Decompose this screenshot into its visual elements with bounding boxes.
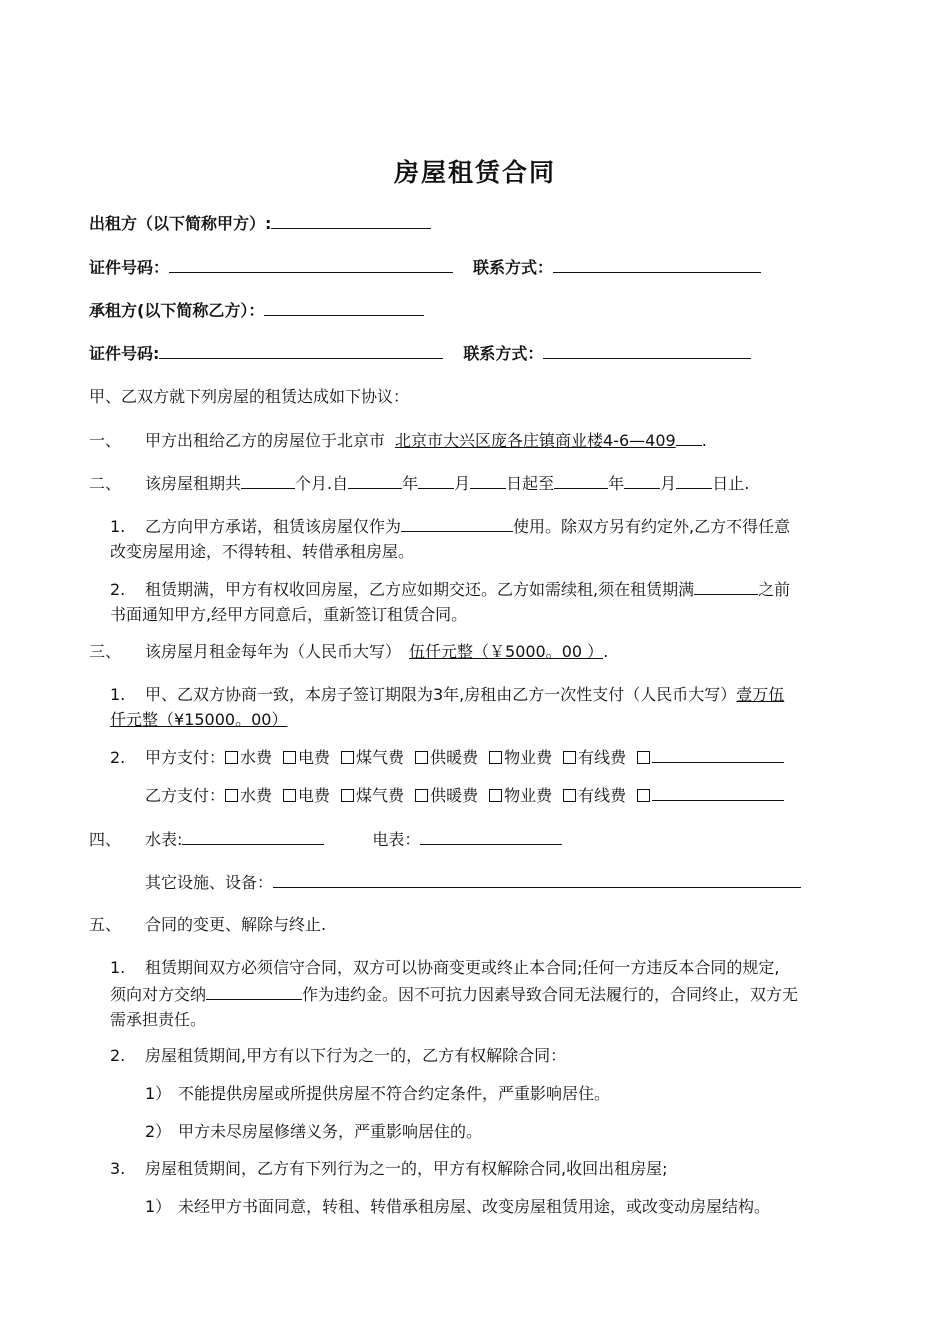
checkbox-icon xyxy=(489,789,502,802)
option-property: 物业费 xyxy=(504,748,553,767)
clause-2-1-text: 乙方向甲方承诺，租赁该房屋仅作为 xyxy=(145,517,402,536)
start-day-blank[interactable] xyxy=(470,473,506,489)
lessee-line xyxy=(89,300,424,321)
party-a-other-checkbox[interactable] xyxy=(637,748,784,767)
lessee-label: 承租方(以下简称乙方）： xyxy=(89,301,265,320)
sub-item-text: 未经甲方书面同意，转租、转借承租房屋、改变房屋租赁用途，或改变动房屋结构。 xyxy=(178,1197,771,1216)
sub-item-text: 甲方未尽房屋修缮义务，严重影响居住的。 xyxy=(178,1122,483,1141)
party-a-gas-checkbox[interactable] xyxy=(341,748,404,767)
clause-5-2-sub-2 xyxy=(145,1122,482,1142)
clause-5-1-number: 1. xyxy=(110,958,126,977)
checkbox-icon xyxy=(283,789,296,802)
start-year-label: 年 xyxy=(402,474,419,493)
lessor-name-blank[interactable] xyxy=(271,213,431,229)
section-1-end: . xyxy=(701,431,707,450)
document-title: 房屋租赁合同 xyxy=(393,158,556,187)
checkbox-icon xyxy=(563,789,576,802)
sub-item-number: 1） xyxy=(145,1197,172,1216)
option-water: 水费 xyxy=(240,748,273,767)
checkbox-icon xyxy=(563,751,576,764)
party-b-gas-checkbox[interactable] xyxy=(341,786,404,805)
section-2-number: 二、 xyxy=(89,474,122,493)
section-4-number: 四、 xyxy=(89,830,122,849)
lessor-id-blank[interactable] xyxy=(169,257,453,273)
monthly-rent-amount: 伍仟元整（￥5000。00 ） xyxy=(409,642,604,661)
start-day-label: 日起至 xyxy=(506,474,555,493)
other-facilities-blank[interactable] xyxy=(273,872,801,888)
option-gas: 煤气费 xyxy=(356,786,405,805)
lessor-contact-label: 联系方式： xyxy=(473,258,554,277)
section-3 xyxy=(89,642,608,662)
lessor-contact-blank[interactable] xyxy=(553,257,761,273)
section-1-number: 一、 xyxy=(89,431,122,450)
lessee-id-blank[interactable] xyxy=(159,343,443,359)
renewal-notice-blank[interactable] xyxy=(694,579,758,595)
clause-2-1-text-cont: 使用。除双方另有约定外,乙方不得任意 xyxy=(513,517,791,536)
clause-2-1-number: 1. xyxy=(110,517,126,536)
lessor-id-label: 证件号码： xyxy=(89,258,170,277)
address-underline-tail xyxy=(676,430,702,446)
clause-2-1-line-2: 改变房屋用途，不得转租、转借承租房屋。 xyxy=(110,542,415,561)
option-electric: 电费 xyxy=(298,786,331,805)
checkbox-icon xyxy=(341,789,354,802)
party-b-other-checkbox[interactable] xyxy=(637,786,784,805)
other-facilities-line xyxy=(145,872,801,893)
sub-item-text: 不能提供房屋或所提供房屋不符合约定条件，严重影响居住。 xyxy=(178,1084,611,1103)
option-electric: 电费 xyxy=(298,748,331,767)
other-facilities-label: 其它设施、设备： xyxy=(145,873,274,892)
lessee-contact-label: 联系方式： xyxy=(463,344,544,363)
section-3-end: . xyxy=(603,642,609,661)
clause-5-1-line-1 xyxy=(110,958,779,978)
option-cable: 有线费 xyxy=(578,786,627,805)
end-year-label: 年 xyxy=(608,474,625,493)
clause-5-1-text-2b: 作为违约金。因不可抗力因素导致合同无法履行的，合同终止，双方无 xyxy=(302,985,799,1004)
sub-item-number: 2） xyxy=(145,1122,172,1141)
party-a-other-blank[interactable] xyxy=(652,747,784,763)
start-month-label: 月 xyxy=(454,474,471,493)
clause-5-3-number: 3. xyxy=(110,1159,126,1178)
clause-3-1-line-1 xyxy=(110,685,784,705)
total-rent-amount-part2: 仟元整（¥15000。00） xyxy=(110,710,288,729)
clause-3-1-line-2 xyxy=(110,710,287,730)
start-month-blank[interactable] xyxy=(418,473,454,489)
lessor-label: 出租方（以下简称甲方）: xyxy=(89,214,272,233)
section-1-text: 甲方出租给乙方的房屋位于北京市 xyxy=(145,431,386,450)
lease-months-blank[interactable] xyxy=(241,473,295,489)
party-a-property-checkbox[interactable] xyxy=(489,748,552,767)
section-5-text: 合同的变更、解除与终止. xyxy=(145,915,327,934)
clause-2-2-line-1 xyxy=(110,579,790,600)
electric-meter-blank[interactable] xyxy=(420,829,562,845)
lease-term-label: 该房屋租期共 xyxy=(145,474,242,493)
party-a-pays-label: 甲方支付： xyxy=(145,748,226,767)
party-b-cable-checkbox[interactable] xyxy=(563,786,626,805)
clause-5-2-sub-1 xyxy=(145,1084,610,1104)
party-a-cable-checkbox[interactable] xyxy=(563,748,626,767)
option-heating: 供暖费 xyxy=(430,786,479,805)
lessee-name-blank[interactable] xyxy=(264,300,424,316)
section-3-text: 该房屋月租金每年为（人民币大写） xyxy=(145,642,402,661)
checkbox-icon xyxy=(489,751,502,764)
clause-3-1-text: 甲、乙双方协商一致，本房子签订期限为3年,房租由乙方一次性支付（人民币大写） xyxy=(145,685,737,704)
checkbox-icon xyxy=(225,751,238,764)
electric-meter-label: 电表： xyxy=(372,830,421,849)
end-month-blank[interactable] xyxy=(624,473,660,489)
section-3-number: 三、 xyxy=(89,642,122,661)
checkbox-icon xyxy=(283,751,296,764)
clause-2-2-number: 2. xyxy=(110,580,126,599)
clause-5-1-line-2 xyxy=(110,984,798,1005)
clause-5-2-text: 房屋租赁期间,甲方有以下行为之一的，乙方有权解除合同： xyxy=(145,1046,567,1065)
lessor-line xyxy=(89,213,431,234)
section-4 xyxy=(89,829,562,850)
checkbox-icon xyxy=(415,751,428,764)
clause-5-2-number: 2. xyxy=(110,1046,126,1065)
option-gas: 煤气费 xyxy=(356,748,405,767)
end-month-label: 月 xyxy=(660,474,677,493)
usage-purpose-blank[interactable] xyxy=(401,516,513,532)
clause-2-2-line-2: 书面通知甲方,经甲方同意后，重新签订租赁合同。 xyxy=(110,605,468,624)
clause-3-1-number: 1. xyxy=(110,685,126,704)
intro-text: 甲、乙双方就下列房屋的租赁达成如下协议： xyxy=(89,387,410,406)
property-address: 北京市大兴区庞各庄镇商业楼4-6—409 xyxy=(395,431,676,450)
section-5-number: 五、 xyxy=(89,915,122,934)
clause-5-3-sub-1 xyxy=(145,1197,770,1217)
clause-2-2-text-cont: 之前 xyxy=(758,580,791,599)
clause-5-1-text-2a: 须向对方交纳 xyxy=(110,985,207,1004)
option-water: 水费 xyxy=(240,786,273,805)
clause-3-2-party-a xyxy=(110,747,784,768)
water-meter-label: 水表: xyxy=(145,830,183,849)
end-day-blank[interactable] xyxy=(676,473,712,489)
checkbox-icon xyxy=(415,789,428,802)
lessee-id-label: 证件号码: xyxy=(89,344,160,363)
clause-5-3 xyxy=(110,1159,667,1179)
end-day-label: 日止. xyxy=(712,474,750,493)
checkbox-icon xyxy=(637,789,650,802)
party-a-water-checkbox[interactable] xyxy=(225,748,272,767)
option-heating: 供暖费 xyxy=(430,748,479,767)
total-rent-amount-part1: 壹万伍 xyxy=(736,685,785,704)
option-property: 物业费 xyxy=(504,786,553,805)
clause-3-2-number: 2. xyxy=(110,748,126,767)
party-b-water-checkbox[interactable] xyxy=(225,786,272,805)
lessee-contact-blank[interactable] xyxy=(543,343,751,359)
checkbox-icon xyxy=(637,751,650,764)
checkbox-icon xyxy=(341,751,354,764)
party-b-pays-label: 乙方支付： xyxy=(145,786,226,805)
party-b-property-checkbox[interactable] xyxy=(489,786,552,805)
clause-2-1-line-1 xyxy=(110,516,790,537)
party-a-electric-checkbox[interactable] xyxy=(283,748,330,767)
lessor-id-line xyxy=(89,257,761,278)
clause-5-1-line-3: 需承担责任。 xyxy=(110,1010,207,1029)
clause-5-3-text: 房屋租赁期间，乙方有下列行为之一的，甲方有权解除合同,收回出租房屋; xyxy=(145,1159,668,1178)
start-year-blank[interactable] xyxy=(348,473,402,489)
party-b-other-blank[interactable] xyxy=(652,785,784,801)
clause-3-2-party-b xyxy=(145,785,784,806)
lessee-id-line xyxy=(89,343,751,364)
party-b-heating-checkbox[interactable] xyxy=(415,786,478,805)
penalty-amount-blank[interactable] xyxy=(206,984,302,1000)
clause-2-2-text: 租赁期满，甲方有权收回房屋，乙方应如期交还。乙方如需续租,须在租赁期满 xyxy=(145,580,695,599)
section-1 xyxy=(89,430,707,451)
checkbox-icon xyxy=(225,789,238,802)
clause-5-1-text: 租赁期间双方必须信守合同，双方可以协商变更或终止本合同;任何一方违反本合同的规定, xyxy=(145,958,780,977)
clause-5-2 xyxy=(110,1046,566,1066)
option-cable: 有线费 xyxy=(578,748,627,767)
section-5 xyxy=(89,915,326,935)
section-2 xyxy=(89,473,749,494)
water-meter-blank[interactable] xyxy=(182,829,324,845)
party-a-heating-checkbox[interactable] xyxy=(415,748,478,767)
party-b-electric-checkbox[interactable] xyxy=(283,786,330,805)
months-from-label: 个月.自 xyxy=(295,474,349,493)
sub-item-number: 1） xyxy=(145,1084,172,1103)
end-year-blank[interactable] xyxy=(554,473,608,489)
